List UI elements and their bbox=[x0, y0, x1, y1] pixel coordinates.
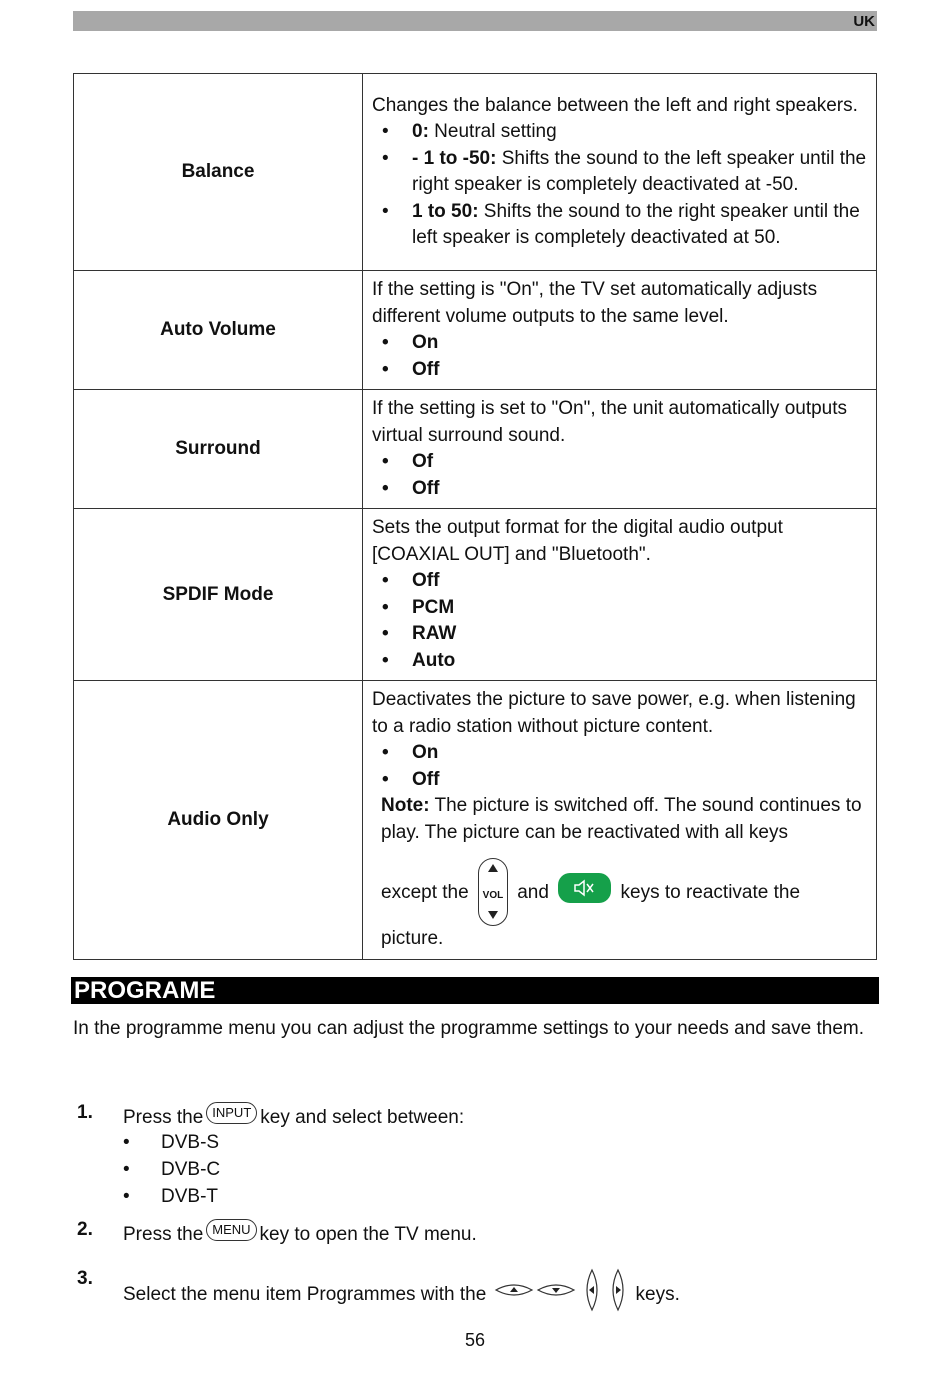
picture-text: picture. bbox=[381, 928, 444, 949]
volume-key-icon bbox=[478, 858, 508, 926]
item-key: 0: bbox=[412, 121, 429, 142]
list-item: • PCM bbox=[372, 595, 868, 622]
option-list bbox=[372, 449, 868, 502]
table-row bbox=[74, 509, 877, 681]
right-key-icon bbox=[613, 1270, 623, 1310]
table-row bbox=[74, 271, 877, 390]
page-number: 56 bbox=[464, 1330, 486, 1350]
option-list bbox=[372, 568, 868, 674]
description-text: If the setting is "On", the TV set automatically adjusts different volume outputs to the same level. bbox=[372, 279, 818, 327]
list-item bbox=[372, 199, 868, 252]
step-number: 3. bbox=[77, 1268, 93, 1289]
intro-paragraph: In the programme menu you can adjust the programme settings to your needs and save them. bbox=[73, 1018, 865, 1039]
source-list bbox=[123, 1129, 220, 1210]
down-key-icon bbox=[538, 1285, 574, 1295]
note-label: Note: bbox=[381, 795, 430, 816]
list-item: • Of bbox=[372, 449, 868, 476]
table-row bbox=[74, 681, 877, 960]
step-text-after: key to open the TV menu. bbox=[259, 1224, 477, 1245]
note bbox=[372, 793, 868, 846]
note-text: The picture is switched off. The sound continues to play. The picture can be reactivated with all keys bbox=[381, 795, 862, 843]
item-text: Neutral setting bbox=[428, 121, 557, 142]
setting-name-surround: Surround bbox=[74, 390, 363, 509]
menu-key-icon: MENU bbox=[206, 1219, 256, 1241]
description-text: Deactivates the picture to save power, e.g. when listening to a radio station without picture content. bbox=[372, 689, 856, 737]
table-row bbox=[74, 390, 877, 509]
navigation-keys-icon bbox=[494, 1268, 634, 1314]
list-item: • RAW bbox=[372, 621, 868, 648]
list-item: • On bbox=[372, 330, 868, 357]
setting-name-auto-volume: Auto Volume bbox=[74, 271, 363, 390]
mute-key-icon bbox=[558, 873, 611, 903]
left-key-icon bbox=[587, 1270, 597, 1310]
step-text bbox=[123, 1268, 680, 1314]
arrow-up-icon bbox=[488, 864, 498, 872]
description-text: Sets the output format for the digital audio output [COAXIAL OUT] and "Bluetooth". bbox=[372, 517, 783, 565]
step-text bbox=[123, 1219, 477, 1246]
option-list bbox=[372, 740, 868, 793]
language-label: UK bbox=[853, 13, 875, 30]
list-item: • DVB-S bbox=[123, 1129, 220, 1156]
step-number: 1. bbox=[77, 1102, 93, 1123]
keys-text: keys to reactivate the bbox=[620, 882, 801, 903]
step-text-before: Press the bbox=[123, 1224, 204, 1245]
list-item bbox=[372, 146, 868, 199]
list-item: • On bbox=[372, 740, 868, 767]
table-row bbox=[74, 74, 877, 271]
setting-desc-auto-volume bbox=[363, 271, 877, 390]
setting-desc-spdif bbox=[363, 509, 877, 681]
setting-name-balance: Balance bbox=[74, 74, 363, 271]
mute-speaker-icon bbox=[573, 878, 595, 898]
note-keys-line bbox=[372, 858, 868, 926]
list-item: • Off bbox=[372, 568, 868, 595]
setting-desc-audio-only bbox=[363, 681, 877, 960]
setting-desc-balance bbox=[363, 74, 877, 271]
option-list bbox=[372, 330, 868, 383]
vol-label: VOL bbox=[482, 890, 504, 901]
description-text: Changes the balance between the left and right speakers. bbox=[372, 94, 858, 116]
step-number: 2. bbox=[77, 1219, 93, 1240]
setting-name-audio-only: Audio Only bbox=[74, 681, 363, 960]
option-list bbox=[372, 119, 868, 252]
list-item: • Off bbox=[372, 357, 868, 384]
description-text: If the setting is set to "On", the unit automatically outputs virtual surround sound. bbox=[372, 398, 848, 446]
item-key: 1 to 50: bbox=[412, 200, 479, 222]
list-item: • DVB-C bbox=[123, 1156, 220, 1183]
step-text-after: keys. bbox=[635, 1284, 680, 1305]
input-key-icon: INPUT bbox=[206, 1102, 257, 1124]
list-item: • Auto bbox=[372, 648, 868, 675]
step-text bbox=[123, 1102, 464, 1129]
up-key-icon bbox=[496, 1285, 532, 1295]
item-key: - 1 to -50: bbox=[412, 147, 497, 169]
except-text: except the bbox=[381, 882, 469, 903]
header-bar bbox=[73, 11, 877, 31]
setting-desc-surround bbox=[363, 390, 877, 509]
list-item bbox=[372, 119, 868, 146]
step-text-before: Press the bbox=[123, 1107, 204, 1128]
step-text-after: key and select between: bbox=[260, 1107, 465, 1128]
item-text: Shifts the sound to the left speaker until the right speaker is completely deactivated at -50. bbox=[412, 147, 867, 195]
item-text: Shifts the sound to the right speaker until the left speaker is completely deactivated at 50. bbox=[412, 200, 860, 248]
list-item: • Off bbox=[372, 767, 868, 794]
list-item: • Off bbox=[372, 476, 868, 503]
setting-name-spdif: SPDIF Mode bbox=[74, 509, 363, 681]
step-text-before: Select the menu item Programmes with the bbox=[123, 1284, 487, 1305]
arrow-down-icon bbox=[488, 911, 498, 919]
section-title: PROGRAME bbox=[71, 977, 879, 1004]
audio-settings-table bbox=[73, 73, 877, 960]
list-item: • DVB-T bbox=[123, 1183, 220, 1210]
and-text: and bbox=[517, 882, 549, 903]
